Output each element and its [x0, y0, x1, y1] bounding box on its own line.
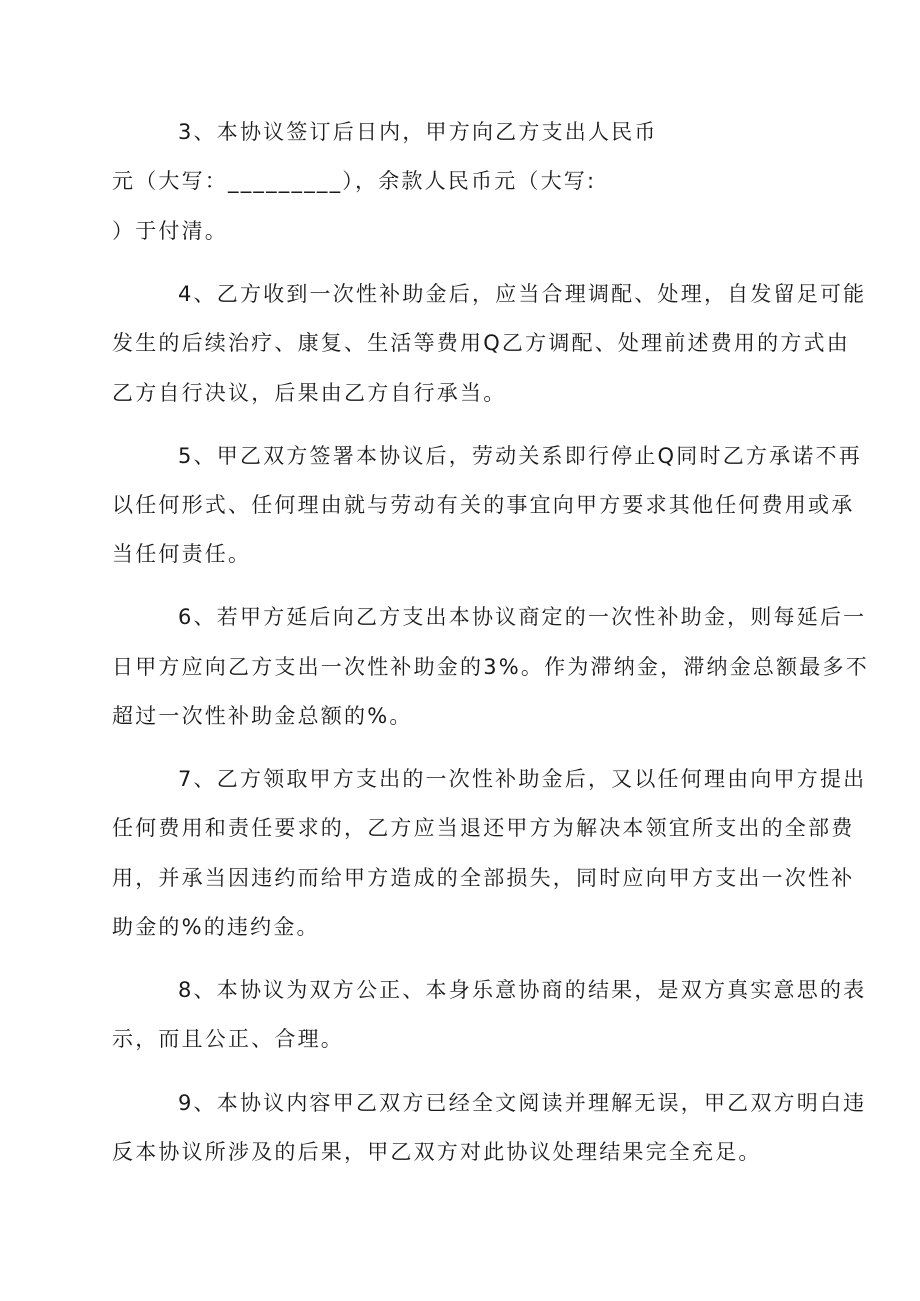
clause-3-line-1: 3、本协议签订后日内，甲方向乙方支出人民币 [178, 120, 658, 144]
clause-6-line-1: 6、若甲方延后向乙方支出本协议商定的一次性补助金，则每延后一 [178, 605, 867, 629]
clause-5-line-2: 以任何形式、任何理由就与劳动有关的事宜向甲方要求其他任何费用或承 [112, 493, 855, 517]
clause-9-line-1: 9、本协议内容甲乙双方已经全文阅读并理解无误，甲乙双方明白违 [178, 1091, 867, 1115]
clause-6-line-2: 日甲方应向乙方支出一次性补助金的3%。作为滞纳金，滞纳金总额最多不 [112, 655, 869, 679]
clause-8-line-1: 8、本协议为双方公正、本身乐意协商的结果，是双方真实意思的表 [178, 978, 867, 1002]
clause-7-line-2: 任何费用和责任要求的，乙方应当退还甲方为解决本领宜所支出的全部费 [112, 816, 855, 840]
clause-5-line-3: 当任何责任。 [112, 542, 252, 566]
clause-7-line-4: 助金的%的违约金。 [112, 915, 320, 939]
clause-8-line-2: 示，而且公正、合理。 [112, 1027, 344, 1051]
clause-7-line-1: 7、乙方领取甲方支出的一次性补助金后，又以任何理由向甲方提出 [178, 767, 867, 791]
clause-4-line-1: 4、乙方收到一次性补助金后，应当合理调配、处理，自发留足可能 [178, 282, 867, 306]
clause-3-line-3: ）于付清。 [112, 219, 228, 243]
clause-9-line-2: 反本协议所涉及的后果，甲乙双方对此协议处理结果完全充足。 [112, 1140, 762, 1164]
clause-6-line-3: 超过一次性补助金总额的%。 [112, 704, 413, 728]
clause-7-line-3: 用，并承当因违约而给甲方造成的全部损失，同时应向甲方支出一次性补 [112, 866, 855, 890]
clause-3-line-2: 元（大写：_________），余款人民币元（大写: [112, 169, 597, 193]
clause-5-line-1: 5、甲乙双方签署本协议后，劳动关系即行停止Q同时乙方承诺不再 [178, 444, 862, 468]
clause-4-line-2: 发生的后续治疗、康复、生活等费用Q乙方调配、处理前述费用的方式由 [112, 331, 850, 355]
clause-4-line-3: 乙方自行决议，后果由乙方自行承当。 [112, 381, 507, 405]
